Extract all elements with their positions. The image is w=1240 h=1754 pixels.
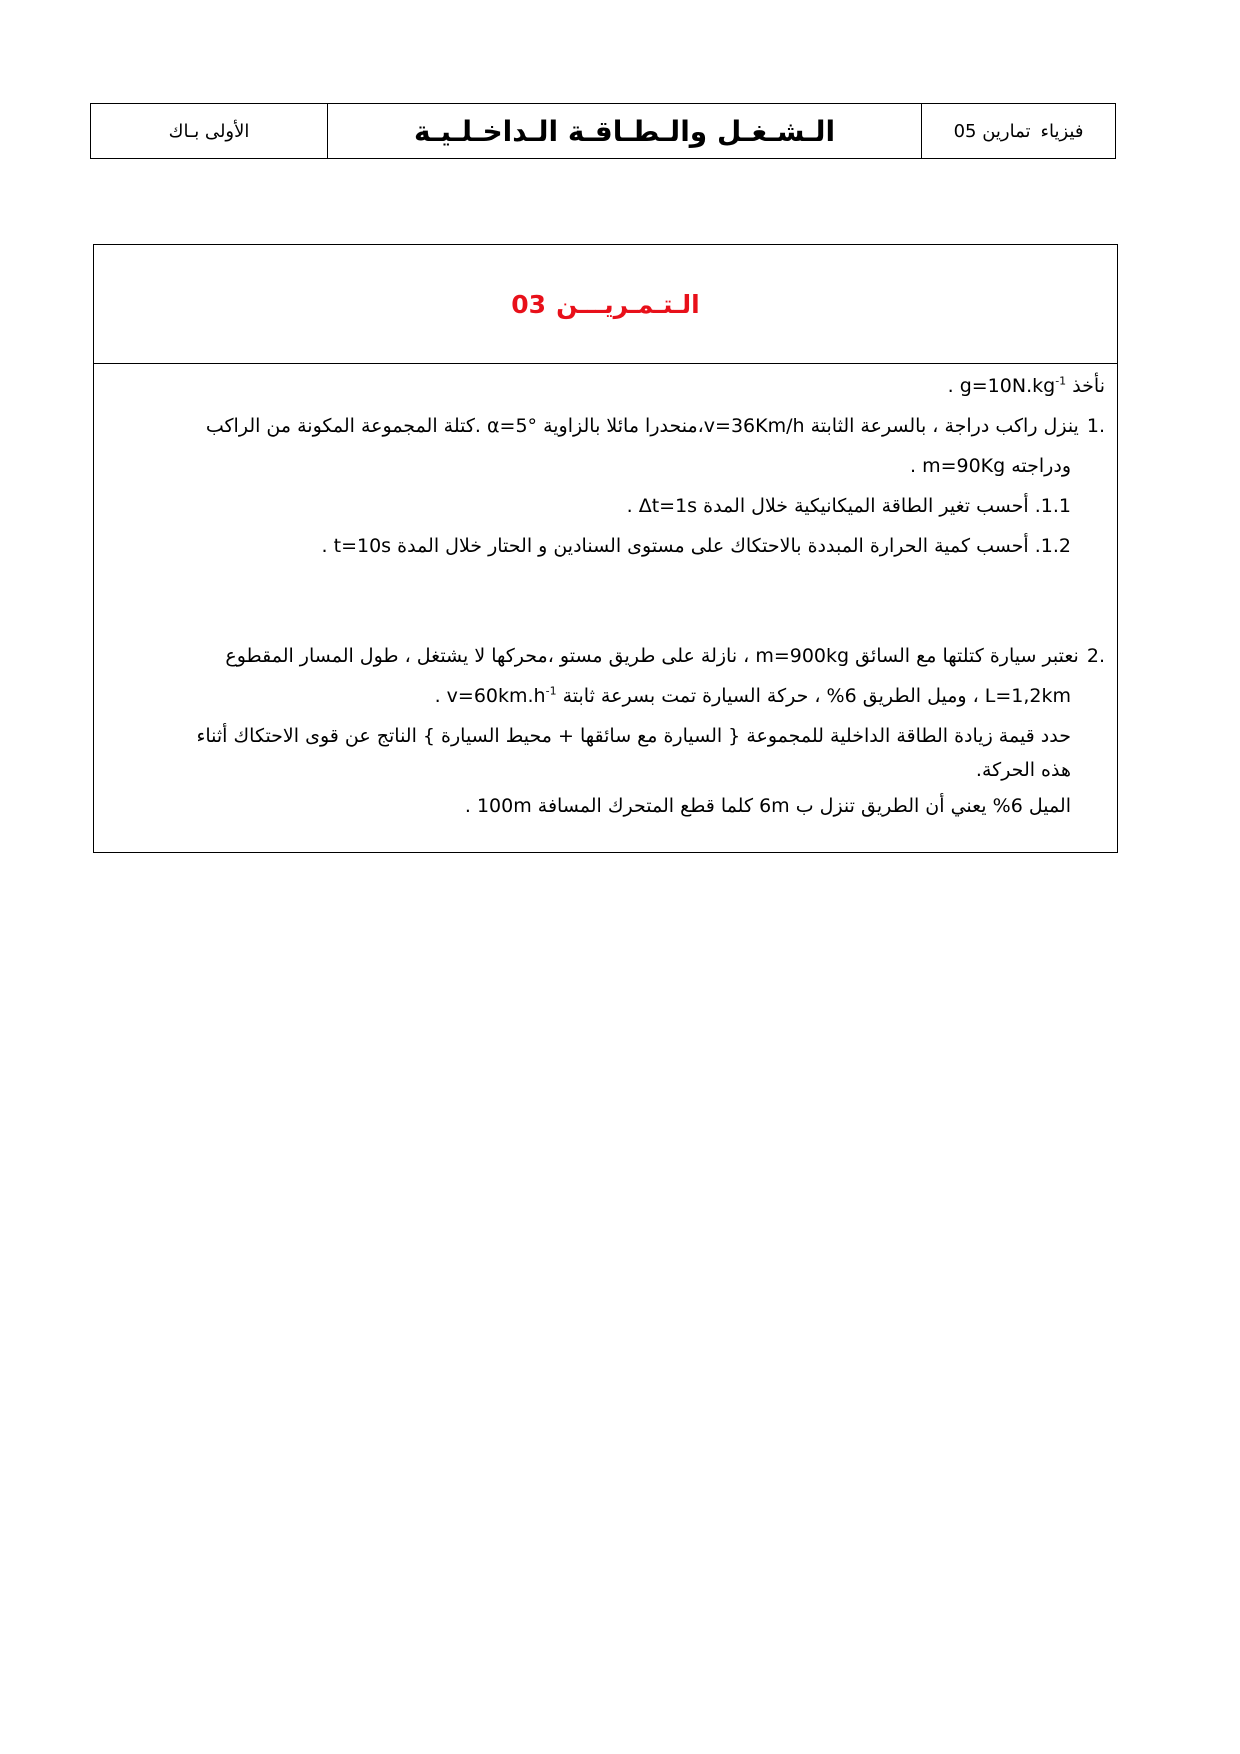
exercise-number: 03 [511,289,547,319]
subject-label: فيزياء [1040,120,1084,142]
level-label: الأولى بـاك [168,120,250,142]
q1-line-2: ودراجته m=90Kg . [909,455,1071,477]
q1-number: .1 [1086,415,1105,437]
document-title: الـشـغـل والـطـاقـة الـداخـلـيـة [413,114,836,148]
exercise-label: الـتـمـريـــن [556,289,700,319]
level-cell [91,104,328,158]
q2-line-2: L=1,2km ، وميل الطريق 6% ، حركة السيارة تمت بسرعة ثابتة $v=60km.h^{-1}$ . [434,684,1071,707]
q2-line-1: .2نعتبر سيارة كتلتها مع السائق m=900kg ، نازلة على طريق مستو ،محركها لا يشتغل ، طول المسار المقطوع [225,636,1105,676]
header-table [90,103,1116,159]
series-label: تمارين 05 [953,120,1031,142]
title-cell [328,104,922,158]
q2-note: الميل 6% يعني أن الطريق تنزل ب 6m كلما قطع المتحرك المسافة 100m . [464,795,1071,817]
q2-number: .2 [1086,645,1105,667]
q1-sub-1: 1.1. أحسب تغير الطاقة الميكانيكية خلال المدة Δt=1s . [626,495,1071,517]
given-line: نأخذ $g=10N.kg^{-1}$ . [947,374,1105,397]
q1-line-1: .1ينزل راكب دراجة ، بالسرعة الثابتة v=36Km/h،منحدرا مائلا بالزاوية α=5° .كتلة المجموعة المكونة من الراكب [206,406,1105,446]
q2-line-4: هذه الحركة. [975,759,1071,781]
exercise-title [94,245,1117,364]
exercise-box [93,244,1118,853]
subject-cell [922,104,1115,158]
q1-sub-2: 1.2. أحسب كمية الحرارة المبددة بالاحتكاك على مستوى السنادين و الحتار خلال المدة t=10s . [321,535,1071,557]
q2-line-3: حدد قيمة زيادة الطاقة الداخلية للمجموعة { السيارة مع سائقها + محيط السيارة } الناتج عن قوى الاحتكاك أثناء [196,725,1071,747]
